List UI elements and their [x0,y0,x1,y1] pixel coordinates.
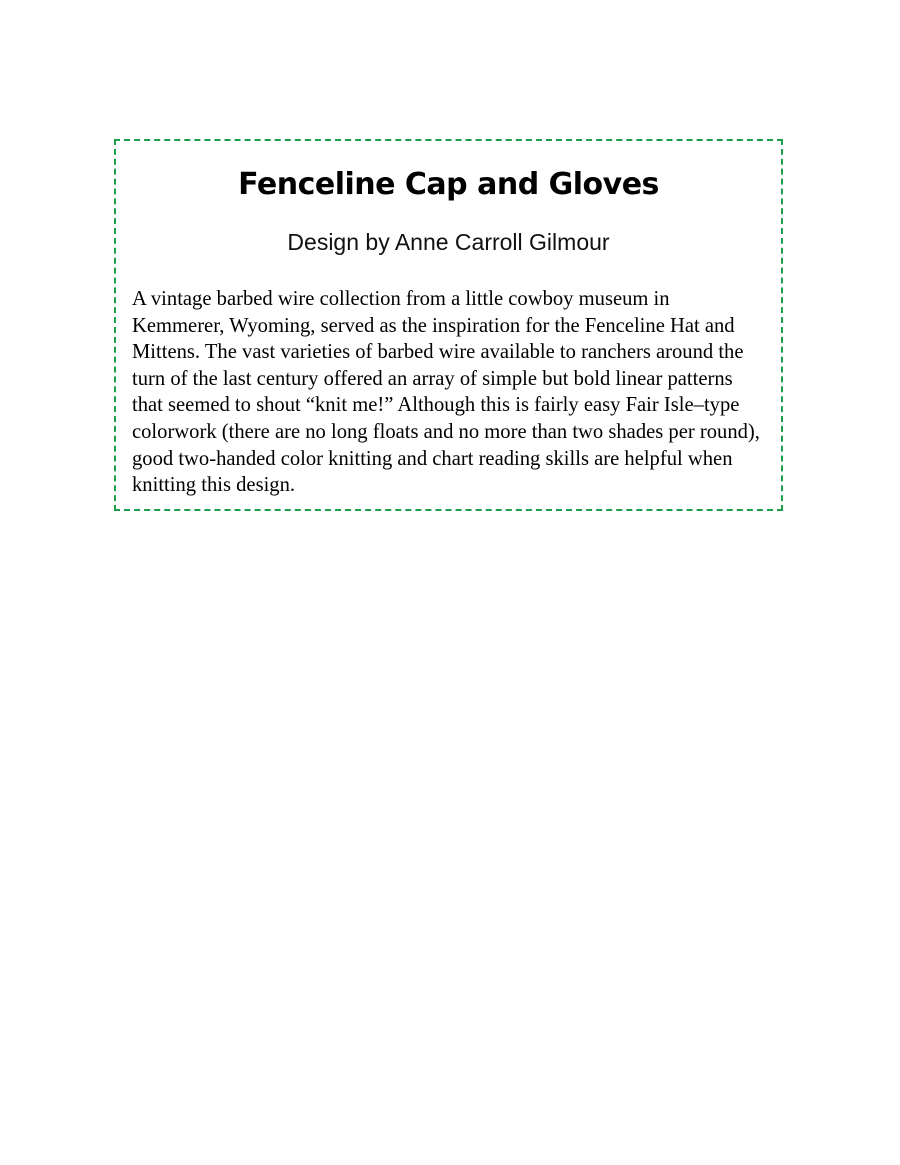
pattern-intro-box [114,139,783,511]
designer-byline: Design by Anne Carroll Gilmour [287,229,610,255]
pattern-title: Fenceline Cap and Gloves [238,167,659,202]
pattern-description: A vintage barbed wire collection from a little cowboy museum in Kemmerer, Wyoming, served as the inspiration for the Fenceline Hat and Mittens. The vast varieties of barbed wire available to ranchers around the turn of the last century offered an array of simple but bold linear patterns that seemed to shout “knit me!” Although this is fairly easy Fair Isle–type colorwork (there are no long floats and no more than two shades per round), good two-handed color knitting and chart reading skills are helpful when knitting this design. [132,288,760,497]
